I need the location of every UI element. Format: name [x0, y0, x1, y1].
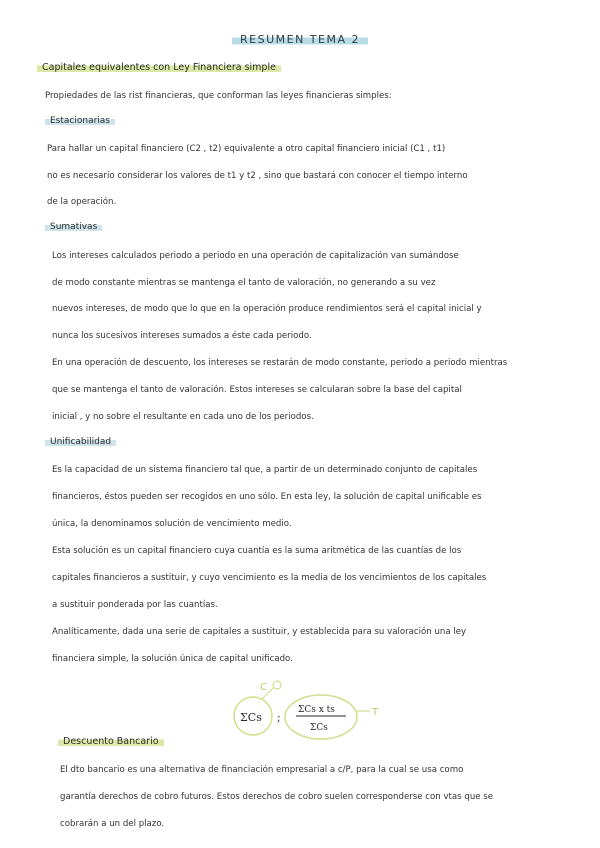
text-line: Los intereses calculados periodo a periodo en una operación de capitalización van sumándose: [52, 251, 459, 261]
text-line: Esta solución es un capital financiero cuya cuantía es la suma aritmética de las cuantías de los: [52, 546, 462, 556]
text-line: En una operación de descuento, los intereses se restarán de modo constante, periodo a periodo mientras: [52, 358, 508, 368]
text-line: financiera simple, la solución única de capital unificado.: [52, 654, 293, 664]
intro-text: Propiedades de las rist financieras, que conforman las leyes financieras simples:: [45, 91, 392, 101]
text-line: cobrarán a un del plazo.: [60, 819, 165, 829]
text-line: financieros, éstos pueden ser recogidos en uno sólo. En esta ley, la solución de capital unificable es: [52, 492, 482, 502]
text-line: Analíticamente, dada una serie de capitales a sustituir, y establecida para su valoración una ley: [52, 627, 467, 637]
label-c: C: [260, 682, 267, 693]
text-line: El dto bancario es una alternativa de financiación empresarial a c/P, para la cual se usa como: [60, 765, 464, 775]
heading-unificabilidad: Unificabilidad: [45, 437, 116, 447]
text-line: no es necesario considerar los valores de t1 y t2 , sino que bastará con conocer el tiempo interno: [47, 171, 468, 181]
heading-sumativas: Sumativas: [45, 222, 102, 232]
text-line: de modo constante mientras se mantenga el tanto de valoración, no generando a su vez: [52, 278, 436, 288]
text-line: capitales financieros a sustituir, y cuyo vencimiento es la media de los vencimientos de los capitales: [52, 573, 487, 583]
text-line: nuevos intereses, de modo que lo que en la operación produce rendimientos será el capital inicial y: [52, 304, 482, 314]
page-title: RESUMEN TEMA 2: [0, 33, 600, 46]
heading-descuento: Descuento Bancario: [58, 736, 164, 747]
formula-denominator: ΣCs: [310, 723, 328, 733]
text-line: a sustituir ponderada por las cuantías.: [52, 600, 218, 610]
text-line: nunca los sucesivos intereses sumados a éste cada periodo.: [52, 331, 312, 341]
formula-numerator: ΣCs x ts: [298, 705, 335, 715]
text-line: Es la capacidad de un sistema financiero tal que, a partir de un determinado conjunto de capitales: [52, 465, 478, 475]
formula-left: ΣCs: [240, 711, 262, 724]
formula-diagram: [220, 670, 390, 740]
formula-separator: ;: [277, 711, 281, 724]
main-heading: Capitales equivalentes con Ley Financiera simple: [37, 62, 281, 73]
text-line: de la operación.: [47, 197, 117, 207]
text-line: Para hallar un capital financiero (C2 , t2) equivalente a otro capital financiero inicial (C1 , t1): [47, 144, 446, 154]
text-line: garantía derechos de cobro futuros. Estos derechos de cobro suelen corresponderse con vtas que se: [60, 792, 494, 802]
arrow-c-head: [273, 681, 281, 689]
label-t: T: [372, 707, 379, 718]
text-line: única, la denominamos solución de vencimiento medio.: [52, 519, 292, 529]
text-line: que se mantenga el tanto de valoración. Estos intereses se calcularan sobre la base del capital: [52, 385, 462, 395]
unified-capital-formula: [220, 670, 390, 740]
text-line: inicial , y no sobre el resultante en cada uno de los periodos.: [52, 412, 314, 422]
heading-estacionarias: Estacionarias: [45, 116, 115, 126]
